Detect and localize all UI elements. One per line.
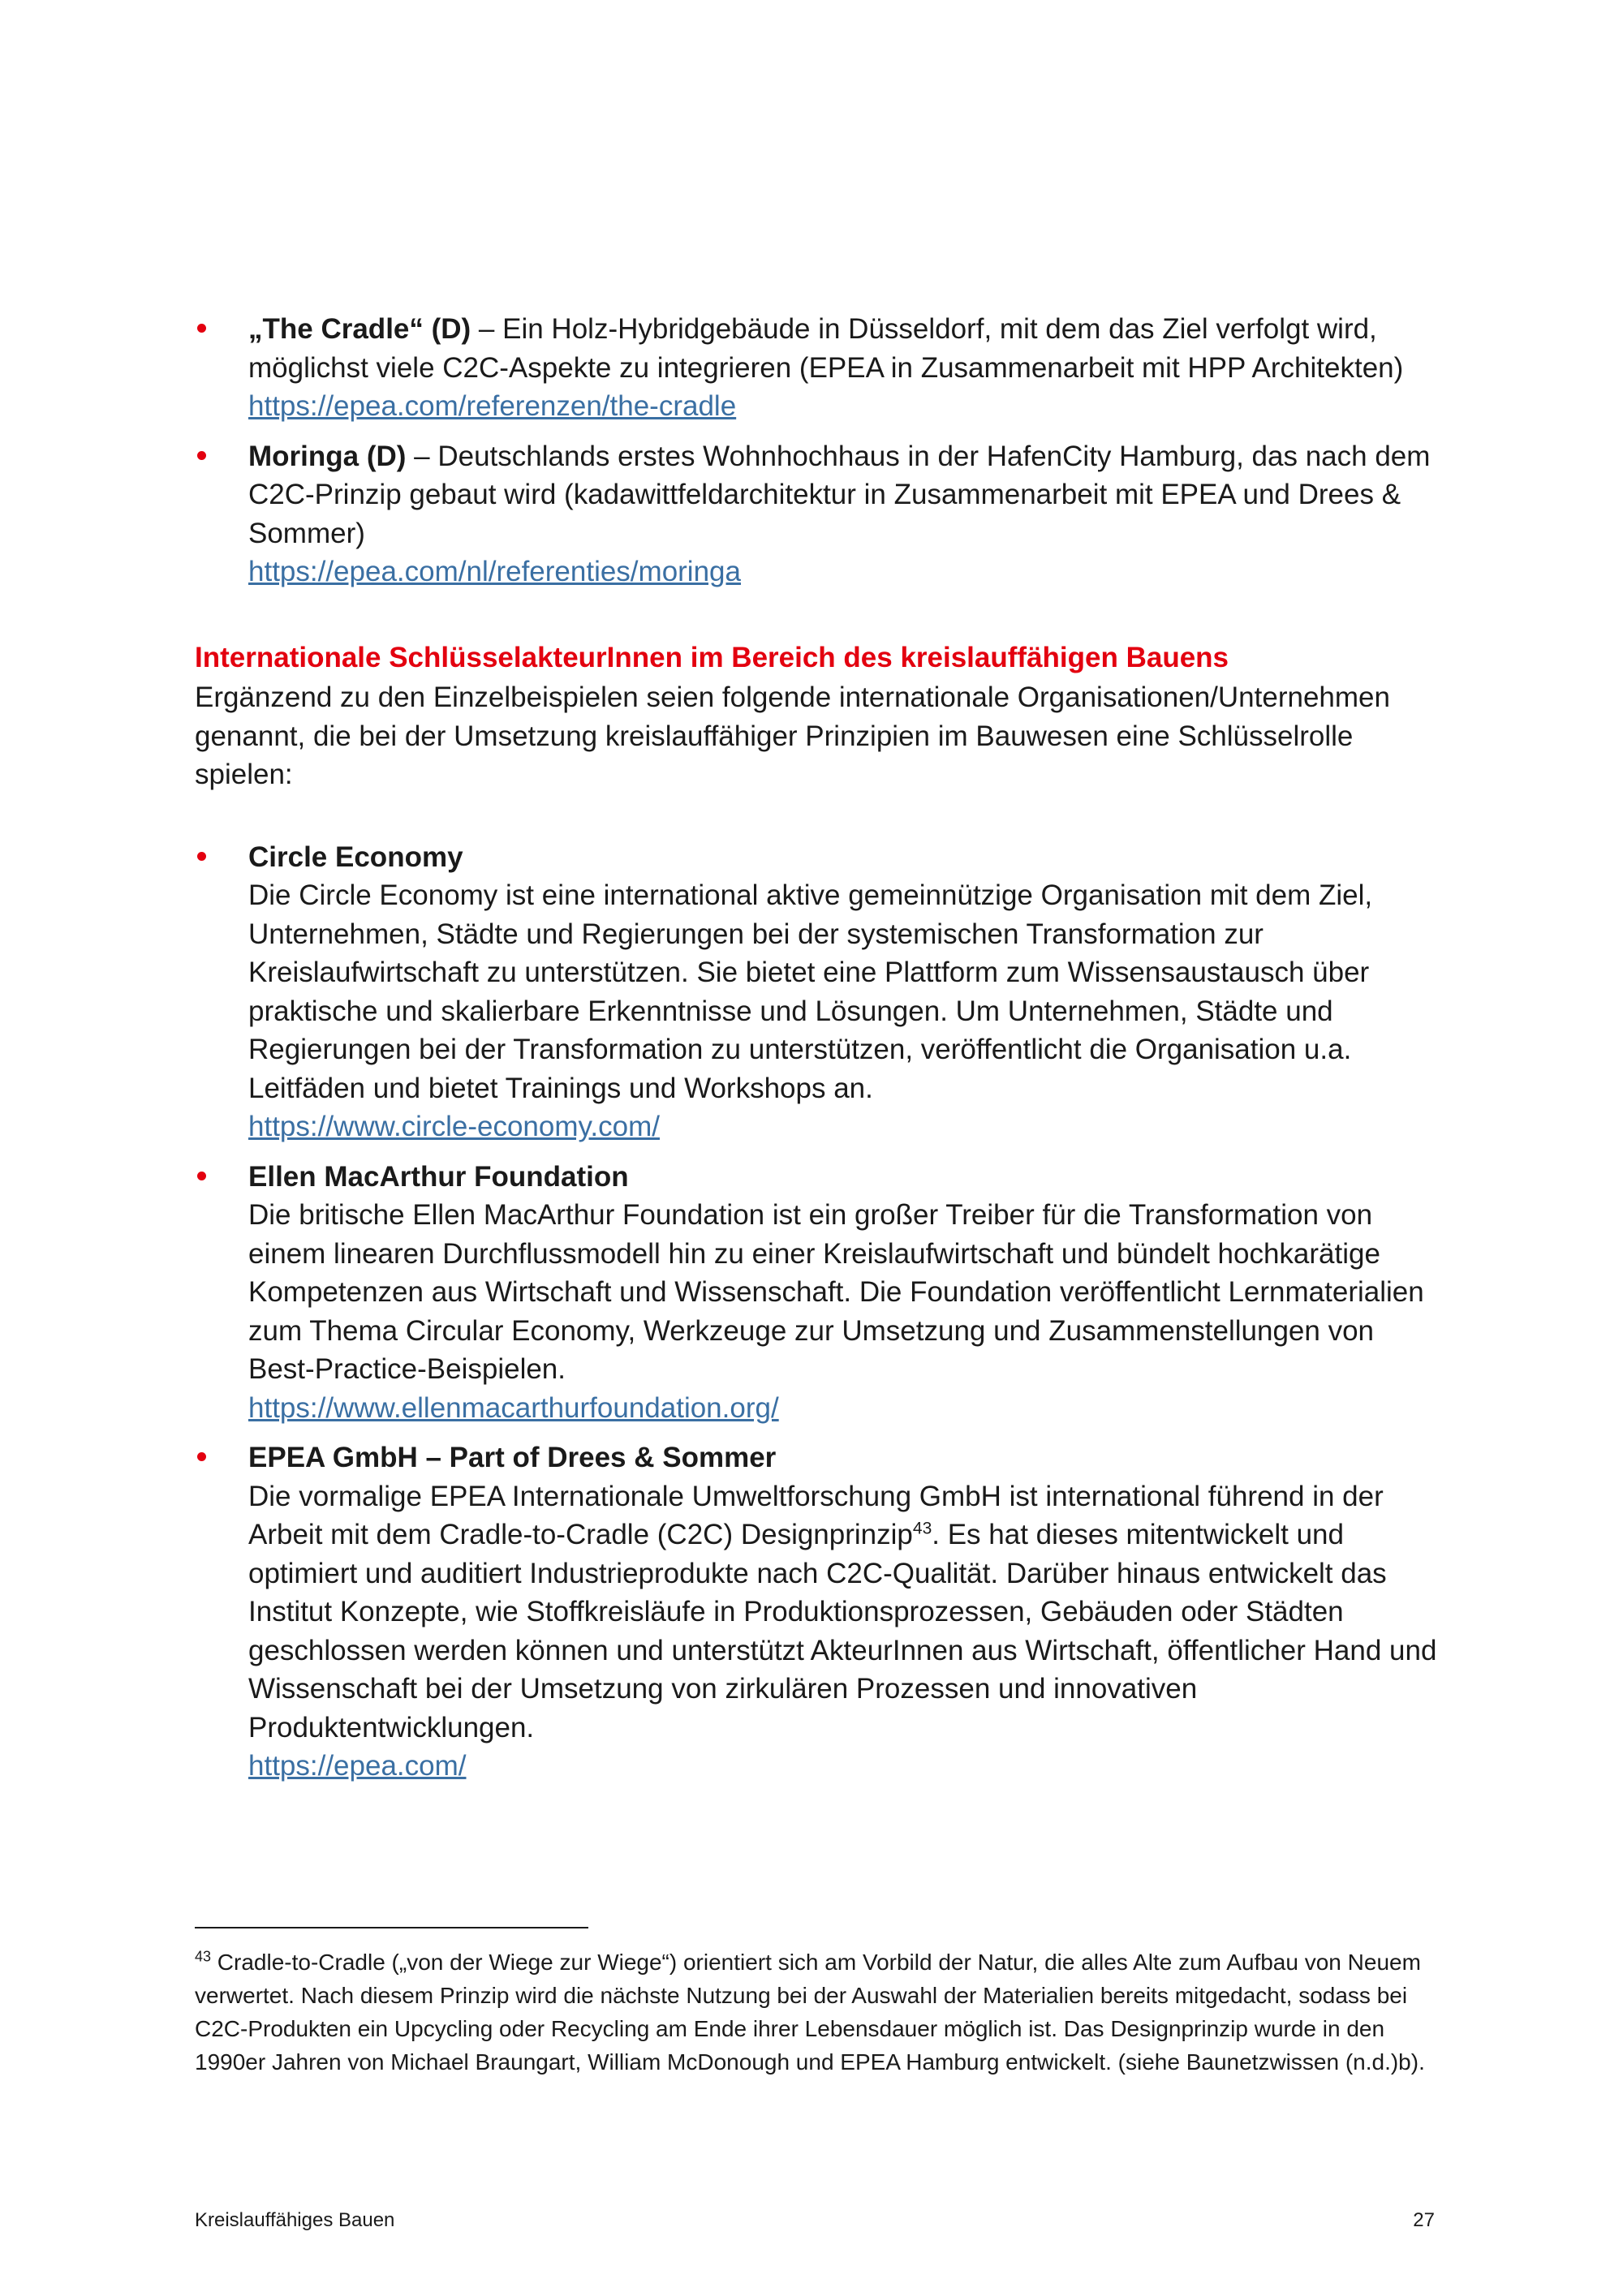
footnote-number: 43: [195, 1948, 212, 1965]
page-number: 27: [1413, 2209, 1435, 2231]
bullet-icon: [197, 451, 206, 460]
organization-list: [195, 838, 1444, 1786]
project-description: – Deutschlands erstes Wohnhochhaus in der HafenCity Hamburg, das nach dem C2C-Prinzip gebaut wird (kadawittfeldarchitektur in Zusammenarbeit mit EPEA und Drees & Sommer): [248, 440, 1431, 549]
project-name: Moringa (D): [248, 440, 407, 472]
organization-description-cont: . Es hat dieses mitentwickelt und optimiert und auditiert Industrieprodukte nach C2C-Qualität. Darüber hinaus entwickelt das Institut Konzepte, wie Stoffkreisläufe in Produktionsprozessen, Gebäuden oder Städten geschlossen werden können und unterstützt AkteurInnen aus Wirtschaft, öffentlicher Hand und Wissenschaft bei der Umsetzung von zirkulären Prozessen und innovativen Produktentwicklungen.: [248, 1519, 1437, 1743]
organization-name: Ellen MacArthur Foundation: [248, 1160, 629, 1193]
footnote: [195, 1946, 1444, 2079]
project-description: – Ein Holz-Hybridgebäude in Düsseldorf, mit dem das Ziel verfolgt wird, möglichst viele C2C-Aspekte zu integrieren (EPEA in Zusammenarbeit mit HPP Architekten): [248, 313, 1404, 384]
project-name: „The Cradle“ (D): [248, 313, 471, 345]
organization-description: Die vormalige EPEA Internationale Umweltforschung GmbH ist international führend in der Arbeit mit dem Cradle-to-Cradle (C2C) Designprinzip: [248, 1480, 1384, 1550]
organization-link[interactable]: https://www.ellenmacarthurfoundation.org/: [248, 1391, 779, 1424]
organization-link[interactable]: https://www.circle-economy.com/: [248, 1111, 660, 1142]
project-link[interactable]: https://epea.com/nl/referenties/moringa: [248, 556, 741, 587]
project-item-the-cradle: [195, 310, 1444, 426]
organization-description: Die Circle Economy ist eine international aktive gemeinnützige Organisation mit dem Ziel, Unternehmen, Städte und Regierungen bei der systemischen Transformation zur Kreislaufwirtschaft zu unterstützen. Sie bietet eine Plattform zum Wissensaustausch über praktische und skalierbare Erkenntnisse und Lösungen. Um Unternehmen, Städte und Regierungen bei der Transformation zu unterstützen, veröffentlicht die Organisation u.a. Leitfäden und bietet Trainings und Workshops an.: [248, 879, 1373, 1104]
section-intro: Ergänzend zu den Einzelbeispielen seien folgende internationale Organisationen/Unternehmen genannt, die bei der Umsetzung kreislauffähiger Prinzipien im Bauwesen eine Schlüsselrolle spielen:: [195, 681, 1390, 790]
bullet-icon: [197, 852, 206, 861]
footnote-reference[interactable]: 43: [912, 1519, 932, 1538]
organization-name: EPEA GmbH – Part of Drees & Sommer: [248, 1442, 777, 1473]
bullet-icon: [197, 1452, 206, 1461]
organization-description: Die britische Ellen MacArthur Foundation ist ein großer Treiber für die Transformation von einem linearen Durchflussmodell hin zu einer Kreislaufwirtschaft und bündelt hochkarätige Kompetenzen aus Wirtschaft und Wissenschaft. Die Foundation veröffentlicht Lernmaterialien zum Thema Circular Economy, Werkzeuge zur Umsetzung und Zusammenstellungen von Best-Practice-Beispielen.: [248, 1199, 1424, 1385]
organization-link[interactable]: https://epea.com/: [248, 1750, 467, 1782]
main-content: [195, 310, 1444, 1797]
organization-item-ellen-macarthur: [195, 1158, 1444, 1428]
project-item-moringa: [195, 437, 1444, 591]
section-heading: Internationale SchlüsselakteurInnen im Bereich des kreislauffähigen Bauens: [195, 641, 1229, 673]
bullet-icon: [197, 1172, 206, 1180]
bullet-icon: [197, 324, 206, 333]
project-list: [195, 310, 1444, 591]
project-link[interactable]: https://epea.com/referenzen/the-cradle: [248, 390, 737, 422]
footnote-text: Cradle-to-Cradle („von der Wiege zur Wiege“) orientiert sich am Vorbild der Natur, die alles Alte zum Aufbau von Neuem verwertet. Nach diesem Prinzip wird die nächste Nutzung bei der Auswahl der Materialien bereits mitgedacht, sodass bei C2C-Produkten ein Upcycling oder Recycling am Ende ihrer Lebensdauer möglich ist. Das Designprinzip wurde in den 1990er Jahren von Michael Braungart, William McDonough und EPEA Hamburg entwickelt. (siehe Baunetzwissen (n.d.)b).: [195, 1950, 1425, 2075]
footnote-divider: [195, 1927, 588, 1928]
organization-name: Circle Economy: [248, 841, 463, 873]
footer-title: Kreislauffähiges Bauen: [195, 2209, 395, 2231]
organization-item-circle-economy: [195, 838, 1444, 1146]
organization-item-epea: [195, 1438, 1444, 1786]
